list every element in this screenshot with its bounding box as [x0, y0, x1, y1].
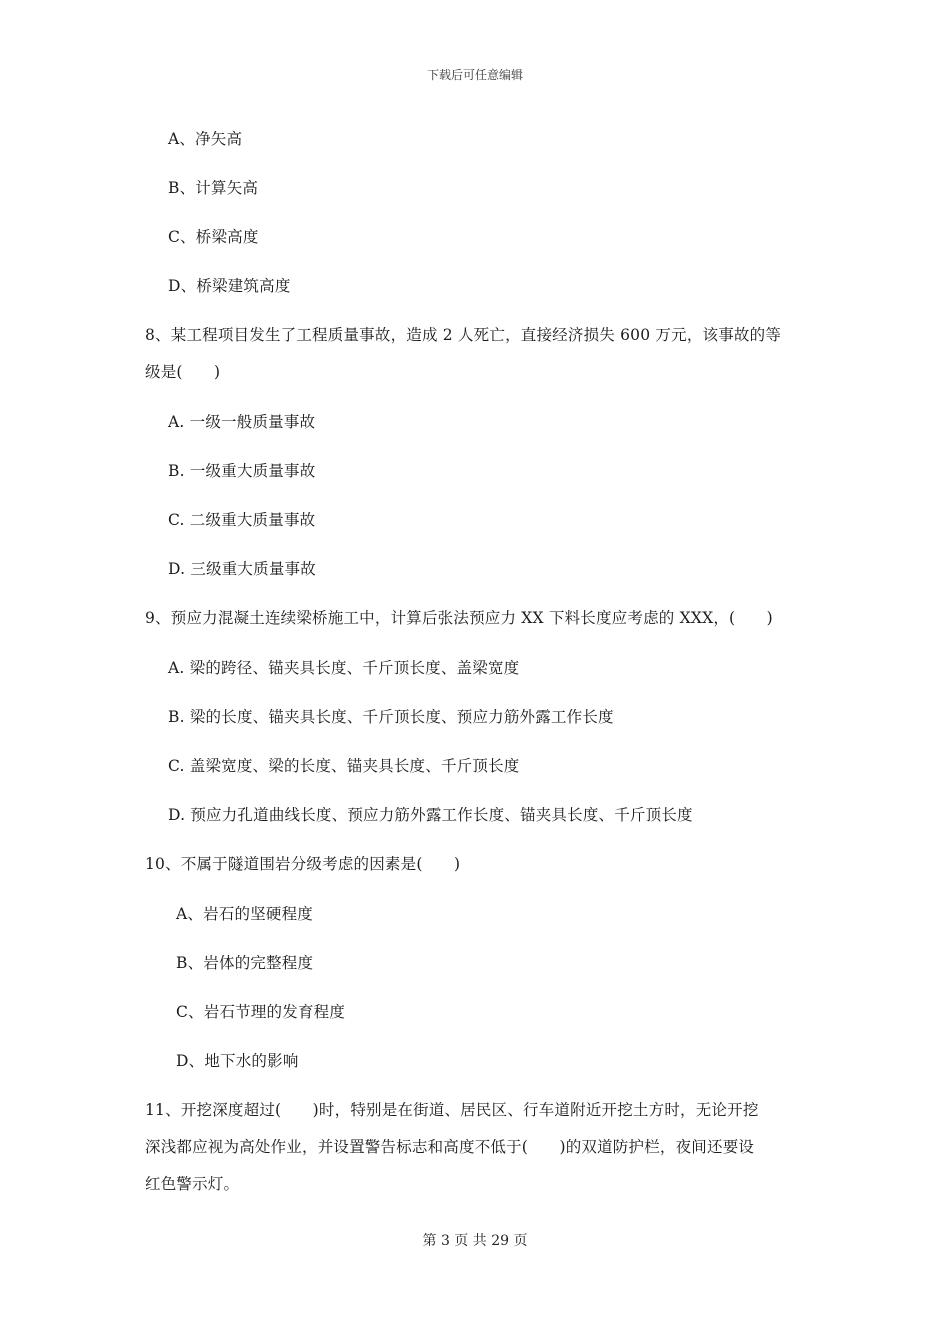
- q10-option-b: B、岩体的完整程度: [176, 954, 314, 972]
- q8-option-b: B. 一级重大质量事故: [168, 462, 316, 480]
- q9-option-b: B. 梁的长度、锚夹具长度、千斤顶长度、预应力筋外露工作长度: [168, 708, 614, 726]
- q8-option-d: D. 三级重大质量事故: [168, 560, 316, 578]
- q11-stem-line2: 深浅都应视为高处作业，并设置警告标志和高度不低于( )的双道防护栏，夜间还要设: [145, 1138, 755, 1156]
- q8-option-c: C. 二级重大质量事故: [168, 511, 316, 529]
- q10-option-d: D、地下水的影响: [176, 1052, 299, 1070]
- q9-stem: 9、预应力混凝土连续梁桥施工中，计算后张法预应力 XX 下料长度应考虑的 XXX，( ): [145, 609, 773, 627]
- q9-option-a: A. 梁的跨径、锚夹具长度、千斤顶长度、盖梁宽度: [168, 659, 520, 677]
- page-number: 第 3 页 共 29 页: [422, 1233, 528, 1249]
- q8-stem-line2: 级是( ): [145, 363, 221, 381]
- page-header: 下载后可任意编辑: [426, 68, 523, 82]
- q11-stem-line1: 11、开挖深度超过( )时，特别是在街道、居民区、行车道附近开挖土方时，无论开挖: [145, 1101, 759, 1119]
- q11-stem-line3: 红色警示灯。: [145, 1175, 240, 1193]
- q8-option-a: A. 一级一般质量事故: [168, 413, 316, 431]
- q7-option-d: D、桥梁建筑高度: [168, 277, 291, 295]
- q7-option-b: B、计算矢高: [168, 179, 259, 197]
- q8-stem-line1: 8、某工程项目发生了工程质量事故，造成 2 人死亡，直接经济损失 600 万元，该事故的等: [145, 326, 782, 344]
- q10-stem: 10、不属于隧道围岩分级考虑的因素是( ): [145, 855, 461, 873]
- q7-option-c: C、桥梁高度: [168, 228, 259, 246]
- q9-option-d: D. 预应力孔道曲线长度、预应力筋外露工作长度、锚夹具长度、千斤顶长度: [168, 806, 693, 824]
- q10-option-a: A、岩石的坚硬程度: [176, 905, 313, 923]
- q10-option-c: C、岩石节理的发育程度: [176, 1003, 346, 1021]
- q7-option-a: A、净矢高: [168, 130, 243, 148]
- q9-option-c: C. 盖梁宽度、梁的长度、锚夹具长度、千斤顶长度: [168, 757, 520, 775]
